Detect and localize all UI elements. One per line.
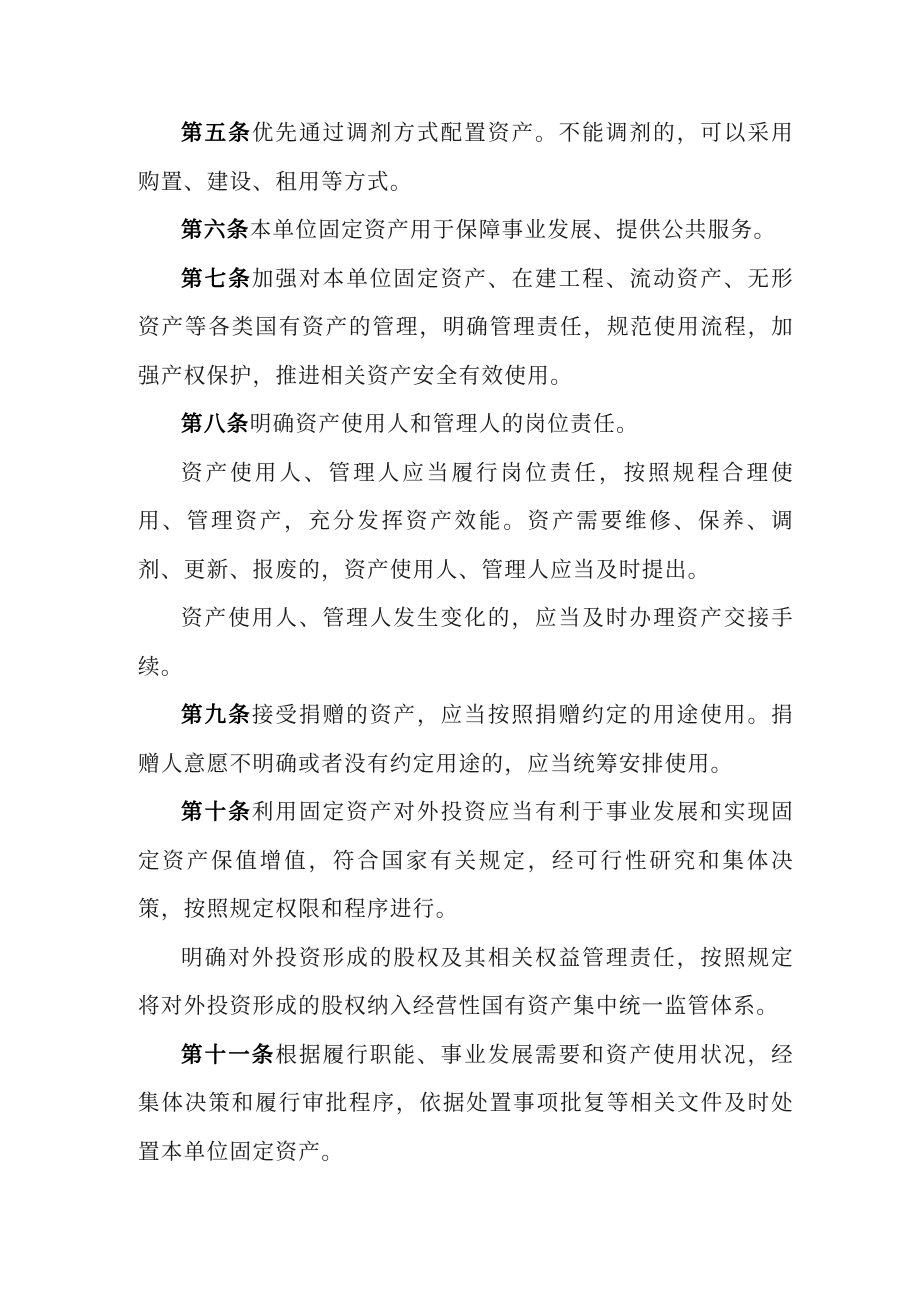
article-11-label: 第十一条 [181, 1042, 276, 1068]
article-7-text: 加强对本单位固定资产、在建工程、流动资产、无形资产等各类国有资产的管理，明确管理责任，规范使用流程，加强产权保护，推进相关资产安全有效使用。 [138, 266, 794, 389]
article-10-label: 第十条 [181, 800, 252, 825]
document-body [138, 110, 794, 1177]
article-8-paragraph [138, 401, 794, 450]
article-7-paragraph [138, 256, 794, 402]
article-11-paragraph [138, 1032, 794, 1178]
article-8-paragraph-3 [138, 595, 794, 692]
article-8-paragraph-2 [138, 450, 794, 596]
article-6-text: 本单位固定资产用于保障事业发展、提供公共服务。 [249, 218, 777, 243]
article-5-text: 优先通过调剂方式配置资产。不能调剂的，可以采用购置、建设、租用等方式。 [138, 121, 794, 195]
article-5-paragraph [138, 110, 794, 207]
article-9-label: 第九条 [181, 703, 252, 728]
article-8-text: 明确资产使用人和管理人的岗位责任。 [249, 412, 640, 437]
article-11-text: 根据履行职能、事业发展需要和资产使用状况，经集体决策和履行审批程序，依据处置事项批复等相关文件及时处置本单位固定资产。 [138, 1042, 794, 1165]
article-8-text-3: 资产使用人、管理人发生变化的，应当及时办理资产交接手续。 [138, 606, 794, 680]
article-9-text: 接受捐赠的资产，应当按照捐赠约定的用途使用。捐赠人意愿不明确或者没有约定用途的，应当统筹安排使用。 [138, 703, 794, 777]
article-10-paragraph-2 [138, 935, 794, 1032]
article-8-text-2: 资产使用人、管理人应当履行岗位责任，按照规程合理使用、管理资产，充分发挥资产效能。资产需要维修、保养、调剂、更新、报废的，资产使用人、管理人应当及时提出。 [138, 460, 794, 583]
article-6-paragraph [138, 207, 794, 256]
article-9-paragraph [138, 692, 794, 789]
article-6-label: 第六条 [181, 218, 250, 243]
article-10-paragraph [138, 789, 794, 935]
article-8-label: 第八条 [181, 412, 250, 437]
article-7-label: 第七条 [181, 266, 252, 292]
article-10-text-2: 明确对外投资形成的股权及其相关权益管理责任，按照规定将对外投资形成的股权纳入经营性国有资产集中统一监管体系。 [138, 945, 794, 1019]
article-10-text: 利用固定资产对外投资应当有利于事业发展和实现固定资产保值增值，符合国家有关规定，经可行性研究和集体决策，按照规定权限和程序进行。 [138, 800, 794, 922]
article-5-label: 第五条 [181, 121, 252, 146]
